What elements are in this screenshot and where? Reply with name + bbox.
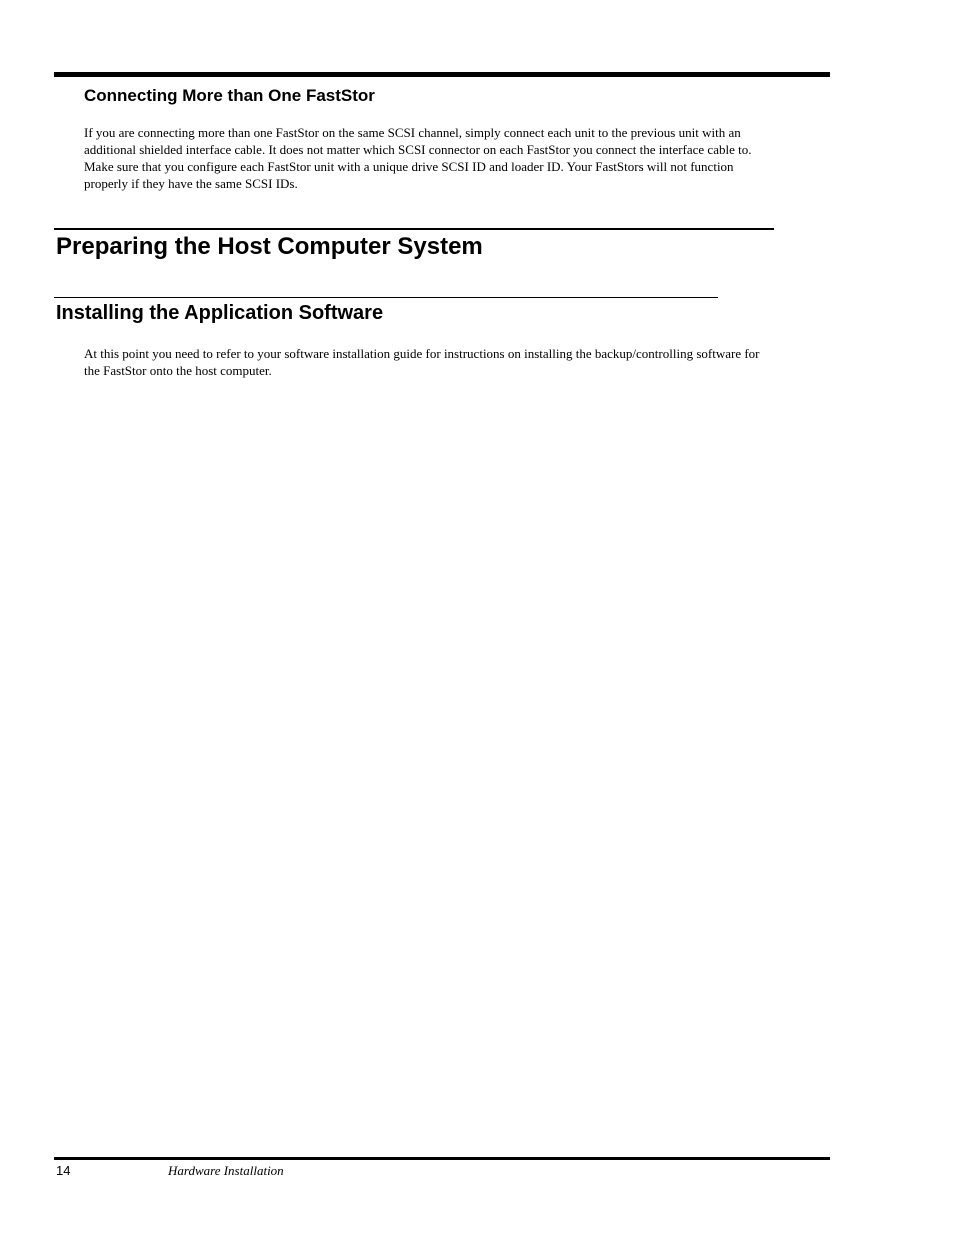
paragraph-line: Make sure that you configure each FastStor unit with a unique drive SCSI ID and loader ID. Your FastStors will not function	[84, 159, 734, 174]
section-rule-preparing	[54, 228, 774, 230]
paragraph-line: the FastStor onto the host computer.	[84, 363, 272, 378]
heading-connecting-more-than-one: Connecting More than One FastStor	[84, 86, 375, 105]
footer-chapter-title: Hardware Installation	[168, 1163, 284, 1178]
paragraph-line: additional shielded interface cable. It does not matter which SCSI connector on each FastStor you connect the interface cable to.	[84, 142, 752, 157]
top-rule	[54, 72, 830, 77]
heading-installing-software: Installing the Application Software	[56, 302, 384, 324]
paragraph-line: If you are connecting more than one FastStor on the same SCSI channel, simply connect each unit to the previous unit with an	[84, 125, 741, 140]
paragraph-line: properly if they have the same SCSI IDs.	[84, 176, 298, 191]
paragraph-connecting	[84, 124, 824, 192]
footer-rule	[54, 1157, 830, 1160]
heading-preparing-host: Preparing the Host Computer System	[56, 233, 483, 260]
paragraph-line: At this point you need to refer to your software installation guide for instructions on installing the backup/controlling software for	[84, 346, 760, 361]
page-number: 14	[56, 1163, 71, 1178]
paragraph-installing	[84, 345, 824, 379]
section-rule-installing	[54, 297, 718, 298]
